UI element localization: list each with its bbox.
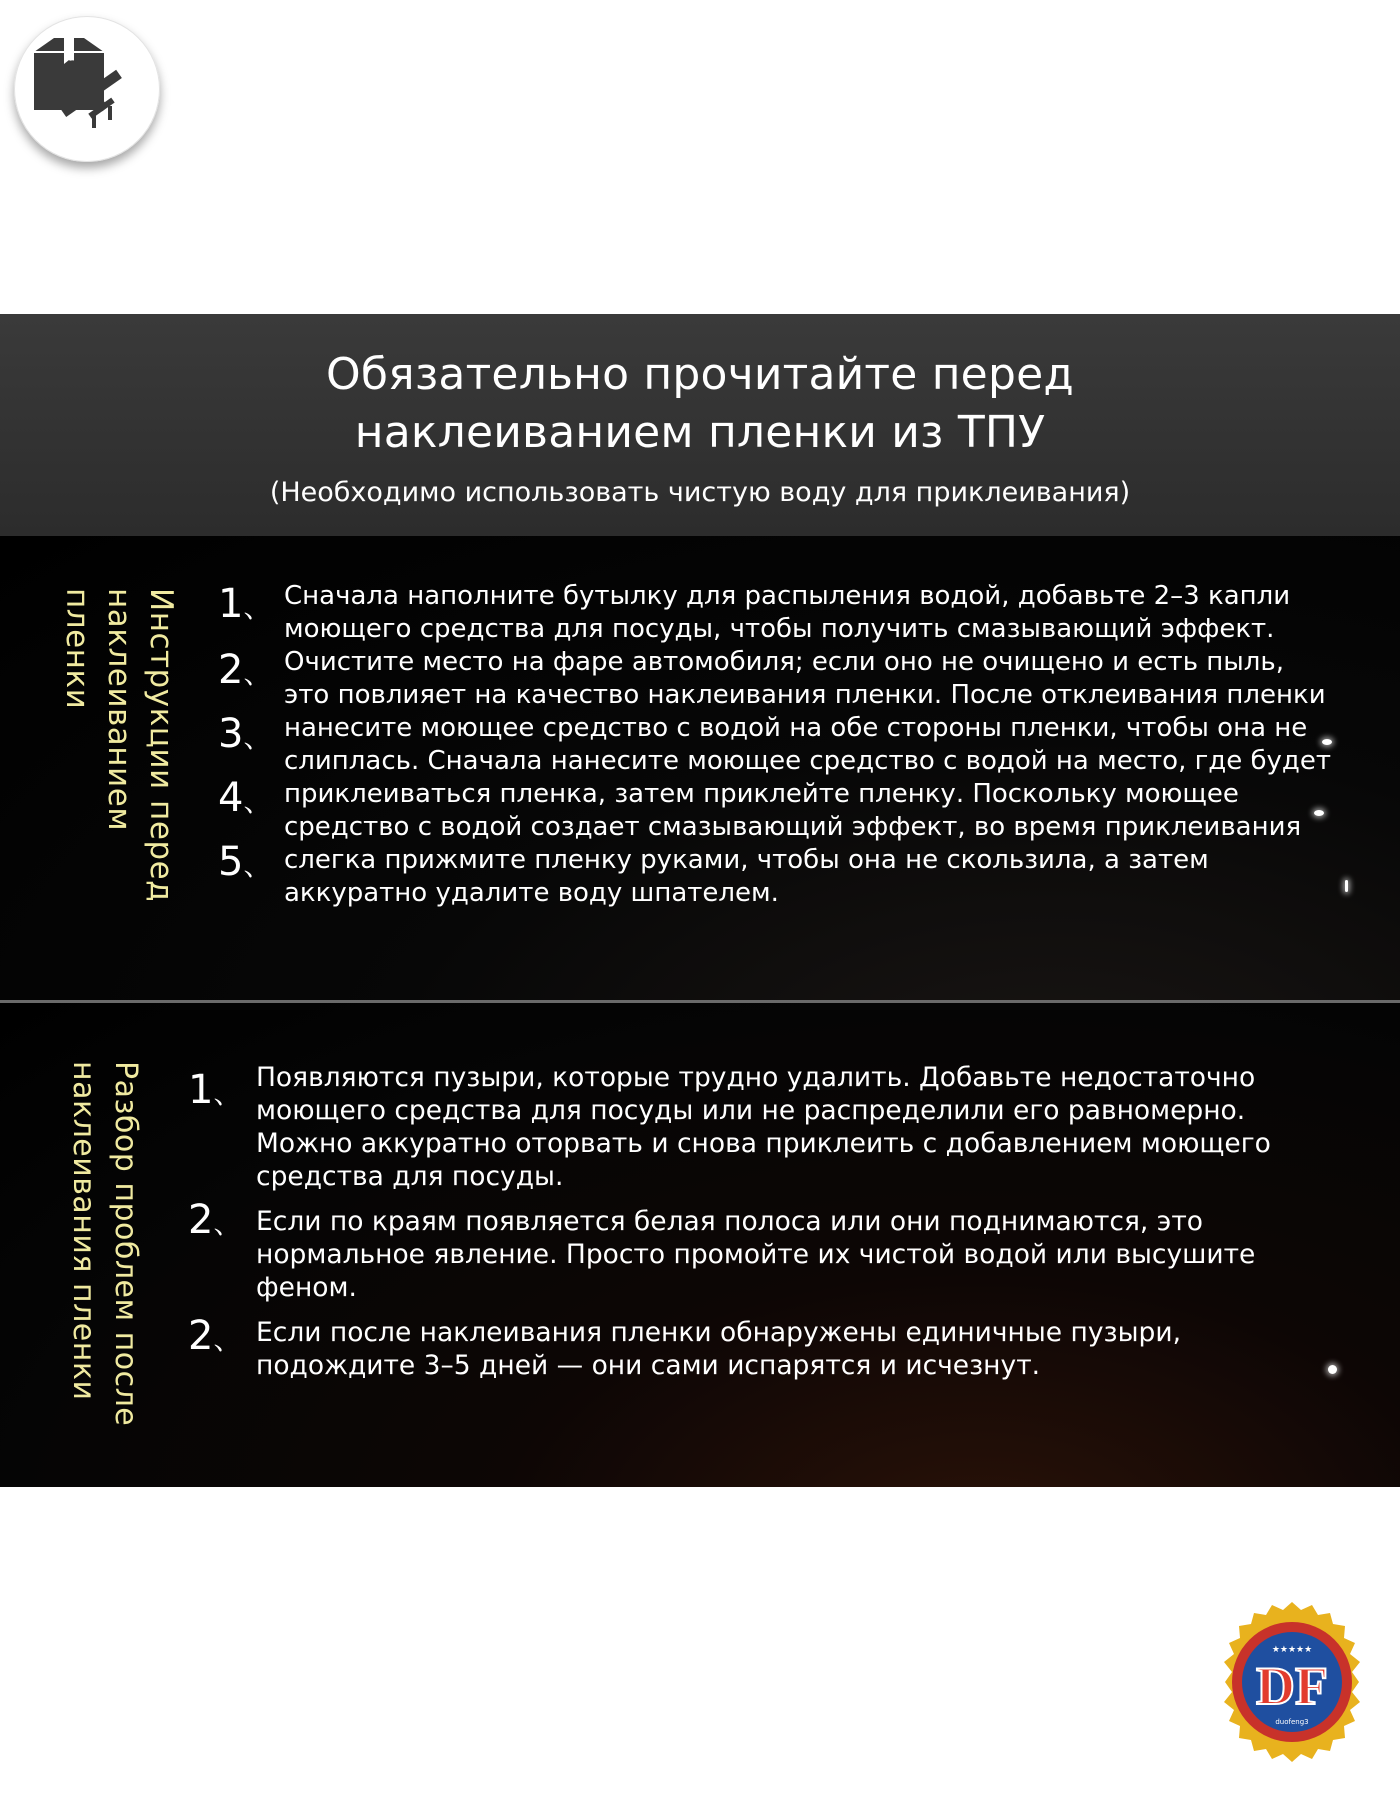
- sparkle: [1328, 1365, 1337, 1374]
- instructions-panel: [0, 536, 1400, 1002]
- box-airplane-icon: [28, 30, 146, 148]
- sparkle: [1345, 880, 1348, 892]
- title-line-1: Обязательно прочитайте перед: [326, 349, 1074, 400]
- page-title: [0, 346, 1400, 462]
- seal-letters: DF: [1256, 1656, 1328, 1716]
- step-number: 4、: [218, 775, 272, 821]
- problem-number: 2、: [188, 1197, 242, 1243]
- header-banner: [0, 314, 1400, 536]
- step-number: 5、: [218, 839, 272, 885]
- sparkle: [1314, 810, 1324, 816]
- troubleshooting-panel: [0, 1003, 1400, 1487]
- problem-number: 2、: [188, 1313, 242, 1359]
- troubleshooting-side-title: Разбор проблем после наклеивания пленки: [66, 1061, 143, 1427]
- df-seal-logo: [1210, 1600, 1374, 1764]
- list-item: Появляются пузыри, которые трудно удалить. Добавьте недостаточно моющего средства для посуды или не распределили его равномерно. Можно аккуратно оторвать и снова приклеить с добавлением моющего средства для посуды.: [256, 1062, 1271, 1192]
- list-item: Если после наклеивания пленки обнаружены единичные пузыри, подождите 3–5 дней — они сами испарятся и исчезнут.: [256, 1317, 1182, 1381]
- title-line-2: наклеиванием пленки из ТПУ: [354, 407, 1046, 458]
- svg-text:★★★★★: ★★★★★: [1271, 1645, 1313, 1655]
- instructions-text: Сначала наполните бутылку для распыления водой, добавьте 2–3 капли моющего средства для посуды, чтобы получить смазывающий эффект. Очистите место на фаре автомобиля; если оно не очищено и есть пыль, это повлияет на качество наклеивания пленки. После отклеивания пленки нанесите моющее средство с водой на обе стороны пленки, чтобы она не слиплась. Сначала нанесите моющее средство с водой на место, где будет приклеиваться пленка, затем приклейте пленку. Поскольку моющее средство с водой создает смазывающий эффект, во время приклеивания слегка прижмите пленку руками, чтобы она не скользила, а затем аккуратно удалите воду шпателем.: [284, 581, 1332, 908]
- step-number: 3、: [218, 711, 272, 757]
- sparkle: [1322, 739, 1332, 745]
- badge: [14, 16, 160, 162]
- step-number: 2、: [218, 647, 272, 693]
- instructions-side-title: Инструкции перед наклеиванием пленки: [59, 588, 179, 903]
- page-subtitle: (Необходимо использовать чистую воду для приклеивания): [269, 477, 1131, 508]
- step-number: 1、: [218, 581, 272, 627]
- list-item: Если по краям появляется белая полоса или они поднимаются, это нормальное явление. Просто промойте их чистой водой или высушите феном.: [256, 1206, 1256, 1303]
- seal-text: duofeng3: [1275, 1718, 1309, 1726]
- troubleshooting-list: [256, 1061, 1336, 1382]
- problem-number: 1、: [188, 1067, 242, 1113]
